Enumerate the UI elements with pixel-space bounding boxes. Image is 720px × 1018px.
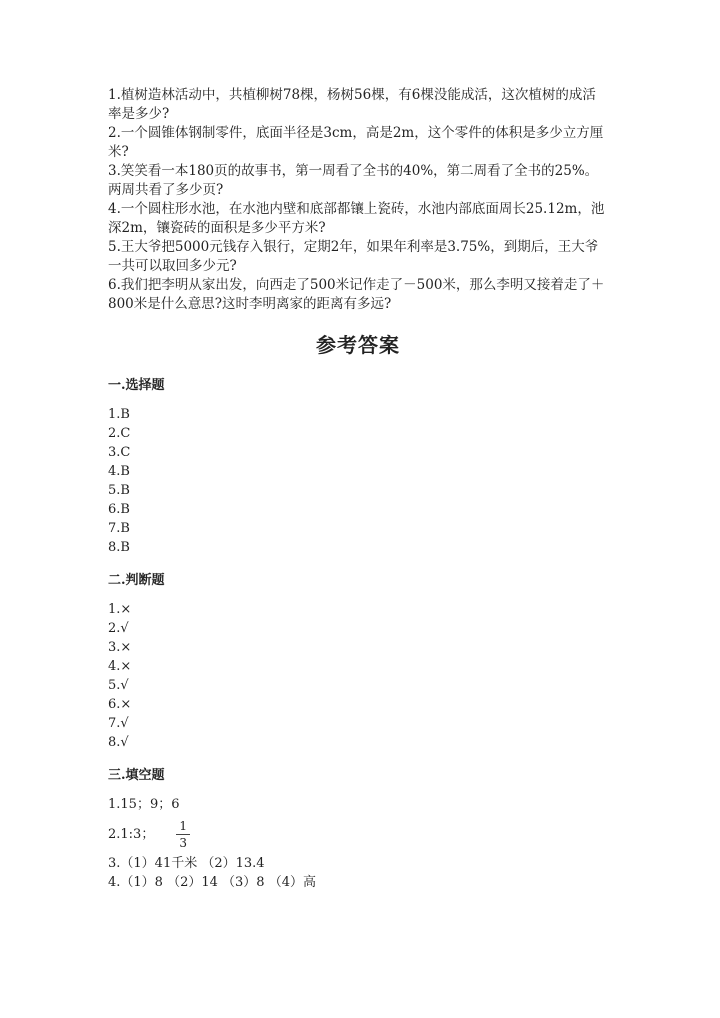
answer-title: 参考答案 (316, 333, 400, 357)
section-title-fill: 三.填空题 (108, 768, 165, 783)
choice-answer: 4.B (108, 464, 130, 479)
judge-answer: 2.√ (108, 621, 129, 636)
problem-5: 5.王大爷把5000元钱存入银行，定期2年，如果年利率是3.75%，到期后，王大爷一共可以取回多少元? (108, 239, 599, 274)
choice-answer: 3.C (108, 445, 131, 460)
fill-answer-2-prefix: 2.1:3； (108, 826, 155, 842)
judge-answer-list (108, 600, 608, 752)
judge-answer: 4.× (108, 659, 132, 674)
fraction-denominator: 3 (179, 835, 187, 850)
judge-answer: 1.× (108, 602, 132, 617)
judge-answer: 8.√ (108, 735, 129, 750)
choice-answer: 7.B (108, 521, 130, 536)
problem-1: 1.植树造林活动中，共植柳树78棵，杨树56棵，有6棵没能成活，这次植树的成活率是多少? (108, 87, 596, 122)
judge-answer: 5.√ (108, 678, 129, 693)
choice-answer: 5.B (108, 483, 130, 498)
fill-answer-list (108, 795, 608, 892)
choice-answer: 8.B (108, 540, 130, 555)
section-title-judge: 二.判断题 (108, 573, 165, 588)
fill-answer-3: 3.（1）41千米 （2）13.4 (108, 856, 265, 871)
choice-answer-list (108, 405, 608, 557)
choice-answer: 6.B (108, 502, 130, 517)
fill-answer-4: 4.（1）8 （2）14 （3）8 （4）高 (108, 875, 316, 890)
judge-answer: 6.× (108, 697, 132, 712)
problem-6: 6.我们把李明从家出发，向西走了500米记作走了－500米，那么李明又接着走了＋800米是什么意思?这时李明离家的距离有多远? (108, 277, 605, 312)
judge-answer: 7.√ (108, 716, 129, 731)
problem-list (108, 86, 608, 314)
document-page (108, 86, 608, 892)
section-title-choice: 一.选择题 (108, 378, 165, 393)
choice-answer: 2.C (108, 426, 131, 441)
problem-4: 4.一个圆柱形水池，在水池内壁和底部都镶上瓷砖，水池内部底面周长25.12m，池深2m，镶瓷砖的面积是多少平方米? (108, 201, 605, 236)
choice-answer: 1.B (108, 407, 130, 422)
fill-answer-1: 1.15；9；6 (108, 797, 180, 812)
fill-answer-2 (108, 814, 608, 854)
fraction (176, 819, 190, 850)
problem-3: 3.笑笑看一本180页的故事书，第一周看了全书的40%，第二周看了全书的25%。两周共看了多少页? (108, 163, 599, 198)
fraction-numerator: 1 (176, 819, 190, 835)
judge-answer: 3.× (108, 640, 132, 655)
problem-2: 2.一个圆锥体钢制零件，底面半径是3cm，高是2m，这个零件的体积是多少立方厘米? (108, 125, 604, 160)
